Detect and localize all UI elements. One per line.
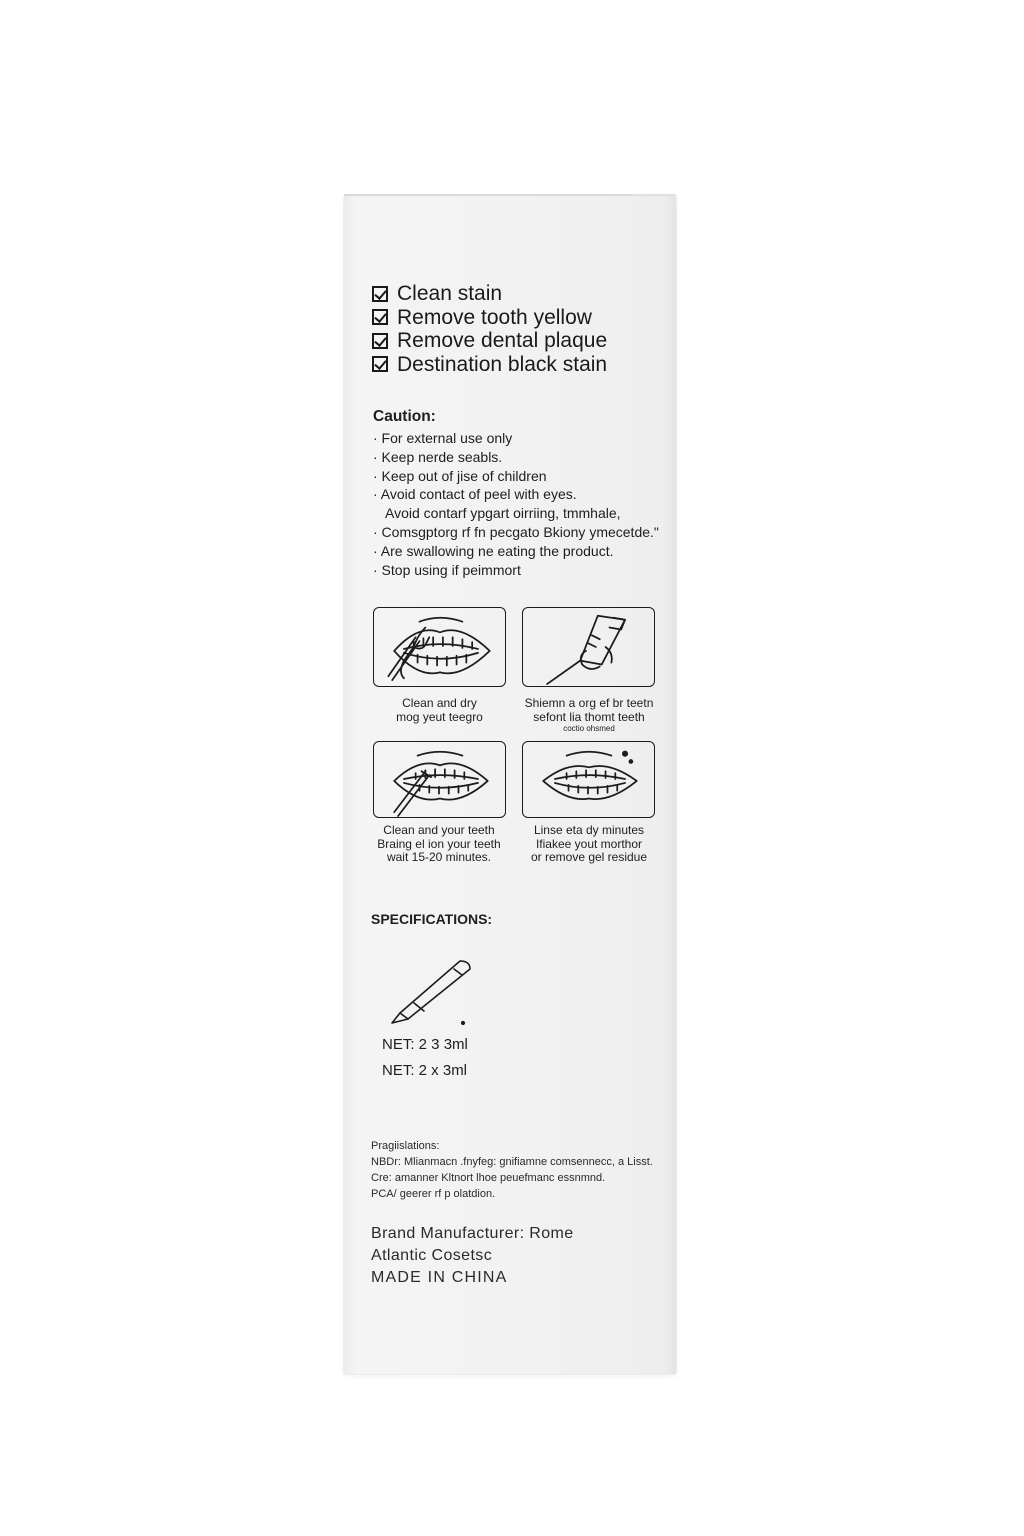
- caution-title: Caution:: [373, 408, 436, 425]
- step-caption-line: Clean and your teeth: [383, 823, 495, 837]
- claim-label: Remove dental plaque: [397, 329, 608, 353]
- step-caption-line: wait 15-20 minutes.: [386, 850, 492, 864]
- step-caption-line: Linse eta dy minutes: [533, 823, 645, 837]
- caution-item: · For external use only: [373, 430, 513, 446]
- checkbox-icon: [372, 309, 388, 325]
- caution-item: · Keep nerde seabls.: [373, 448, 503, 465]
- brand-company: Atlantic Cosetsc: [371, 1247, 493, 1264]
- step-1-illustration: [373, 607, 506, 687]
- checkbox-icon: [372, 356, 388, 372]
- made-in-label: MADE IN CHINA: [371, 1269, 508, 1286]
- registration-title: Pragiislations:: [371, 1140, 440, 1152]
- step-caption-line: mog yeut teegro: [396, 709, 483, 724]
- step-2-illustration: [522, 607, 655, 687]
- caution-item: · Keep out of jise of children: [373, 467, 547, 484]
- specifications-title: SPECIFICATIONS:: [371, 911, 493, 927]
- checkbox-icon: [372, 333, 388, 349]
- step-3-illustration: [373, 741, 506, 818]
- net-volume: NET: 2 x 3ml: [382, 1062, 468, 1079]
- mouth-brush-icon: [374, 742, 505, 817]
- claim-label: Destination black stain: [397, 352, 608, 376]
- caution-item: · Avoid contact of peel with eyes.: [373, 486, 577, 503]
- step-caption-line: sefont lia thomt teeth: [533, 709, 645, 724]
- step-4-illustration: [522, 741, 655, 818]
- step-1-caption: [373, 697, 506, 724]
- step-caption-line: Clean and dry: [402, 696, 477, 710]
- claim-row: [372, 353, 607, 377]
- mouth-applicator-icon: [374, 608, 505, 686]
- gel-pen-icon: [523, 608, 654, 686]
- registration-line: PCA/ geerer rf p olatdion.: [371, 1188, 496, 1200]
- claim-label: Clean stain: [397, 282, 503, 306]
- step-caption-line: Braing el ion your teeth: [377, 836, 501, 851]
- claim-row: [372, 306, 607, 330]
- claims-checklist: [372, 282, 607, 376]
- claim-row: [372, 282, 607, 306]
- claim-label: Remove tooth yellow: [397, 305, 592, 329]
- step-caption-line: Shiemn a org ef br teetn: [524, 696, 654, 710]
- caution-item: · Stop using if peimmort: [373, 561, 521, 578]
- caution-item: · Comsgptorg rf fn pecgato Bkiony ymecetde.": [373, 523, 659, 540]
- caution-section: [373, 408, 673, 579]
- brand-manufacturer: Brand Manufacturer: Rome: [371, 1225, 574, 1242]
- step-4-caption: [514, 824, 664, 865]
- step-3-caption: [364, 824, 514, 865]
- caution-item: Avoid contarf ypgart oirriing, tmmhale,: [385, 505, 621, 522]
- registration-line: Cre: amanner Kltnort lhoe peuefmanc essnmnd.: [371, 1172, 606, 1184]
- registration-line: NBDr: Mlianmacn .fnyfeg: gnifiamne comsennecc, a Lisst.: [371, 1156, 653, 1168]
- checkbox-icon: [372, 286, 388, 302]
- whitening-pen-icon: [384, 955, 476, 1029]
- caution-item: · Are swallowing ne eating the product.: [373, 542, 614, 559]
- step-caption-line: Ifiakee yout morthor: [535, 836, 643, 851]
- net-volume: NET: 2 3 3ml: [382, 1036, 468, 1053]
- step-2-caption: [514, 697, 664, 733]
- step-caption-line: coctio ohsmed: [563, 724, 615, 733]
- smile-rinse-icon: [523, 742, 654, 817]
- step-caption-line: or remove gel residue: [530, 850, 648, 864]
- claim-row: [372, 329, 607, 353]
